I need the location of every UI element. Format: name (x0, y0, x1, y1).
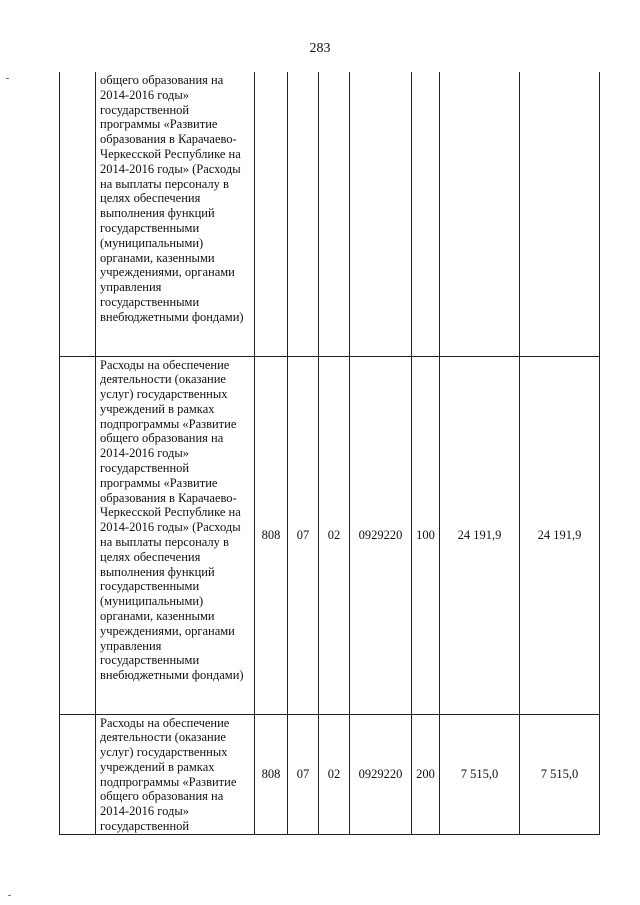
sum-a-cell: 7 515,0 (440, 714, 520, 834)
row-number-cell (60, 714, 96, 834)
target-code-cell: 0929220 (350, 714, 412, 834)
ministry-code-cell: 808 (255, 714, 288, 834)
sum-b-cell: 24 191,9 (520, 356, 600, 714)
ministry-code-cell: 808 (255, 356, 288, 714)
section-code-cell (288, 72, 319, 356)
subsection-code-cell: 02 (319, 714, 350, 834)
expense-name-cell: Расходы на обеспечение деятельности (оказание услуг) государственных учреждений в рамках подпрограммы «Развитие общего образования на 2014-2016 годы» государственной (96, 714, 255, 834)
target-code-cell: 0929220 (350, 356, 412, 714)
sum-a-cell: 24 191,9 (440, 356, 520, 714)
ministry-code-cell (255, 72, 288, 356)
scan-speck (6, 78, 9, 79)
budget-table (59, 72, 600, 835)
target-code-cell (350, 72, 412, 356)
expense-type-cell (412, 72, 440, 356)
sum-b-cell (520, 72, 600, 356)
expense-name-cell: Расходы на обеспечение деятельности (оказание услуг) государственных учреждений в рамках подпрограммы «Развитие общего образования на 2014-2016 годы» государственной программы «Развитие образования в Карачаево-Черкесской Республике на 2014-2016 годы» (Расходы на выплаты персоналу в целях обеспечения выполнения функций государственными (муниципальными) органами, казенными учреждениями, органами управления государственными внебюджетными фондами) (96, 356, 255, 714)
table-row (60, 356, 600, 714)
sum-a-cell (440, 72, 520, 356)
expense-type-cell: 200 (412, 714, 440, 834)
subsection-code-cell (319, 72, 350, 356)
table-row (60, 72, 600, 356)
table-row (60, 714, 600, 834)
scan-speck (8, 895, 11, 896)
row-number-cell (60, 72, 96, 356)
section-code-cell: 07 (288, 714, 319, 834)
page-number: 283 (309, 41, 331, 56)
subsection-code-cell: 02 (319, 356, 350, 714)
expense-name-cell: общего образования на 2014-2016 годы» государственной программы «Развитие образования в Карачаево-Черкесской Республике на 2014-2016 годы» (Расходы на выплаты персоналу в целях обеспечения выполнения функций государственными (муниципальными) органами, казенными учреждениями, органами управления государственными внебюджетными фондами) (96, 72, 255, 356)
expense-type-cell: 100 (412, 356, 440, 714)
sum-b-cell: 7 515,0 (520, 714, 600, 834)
section-code-cell: 07 (288, 356, 319, 714)
row-number-cell (60, 356, 96, 714)
